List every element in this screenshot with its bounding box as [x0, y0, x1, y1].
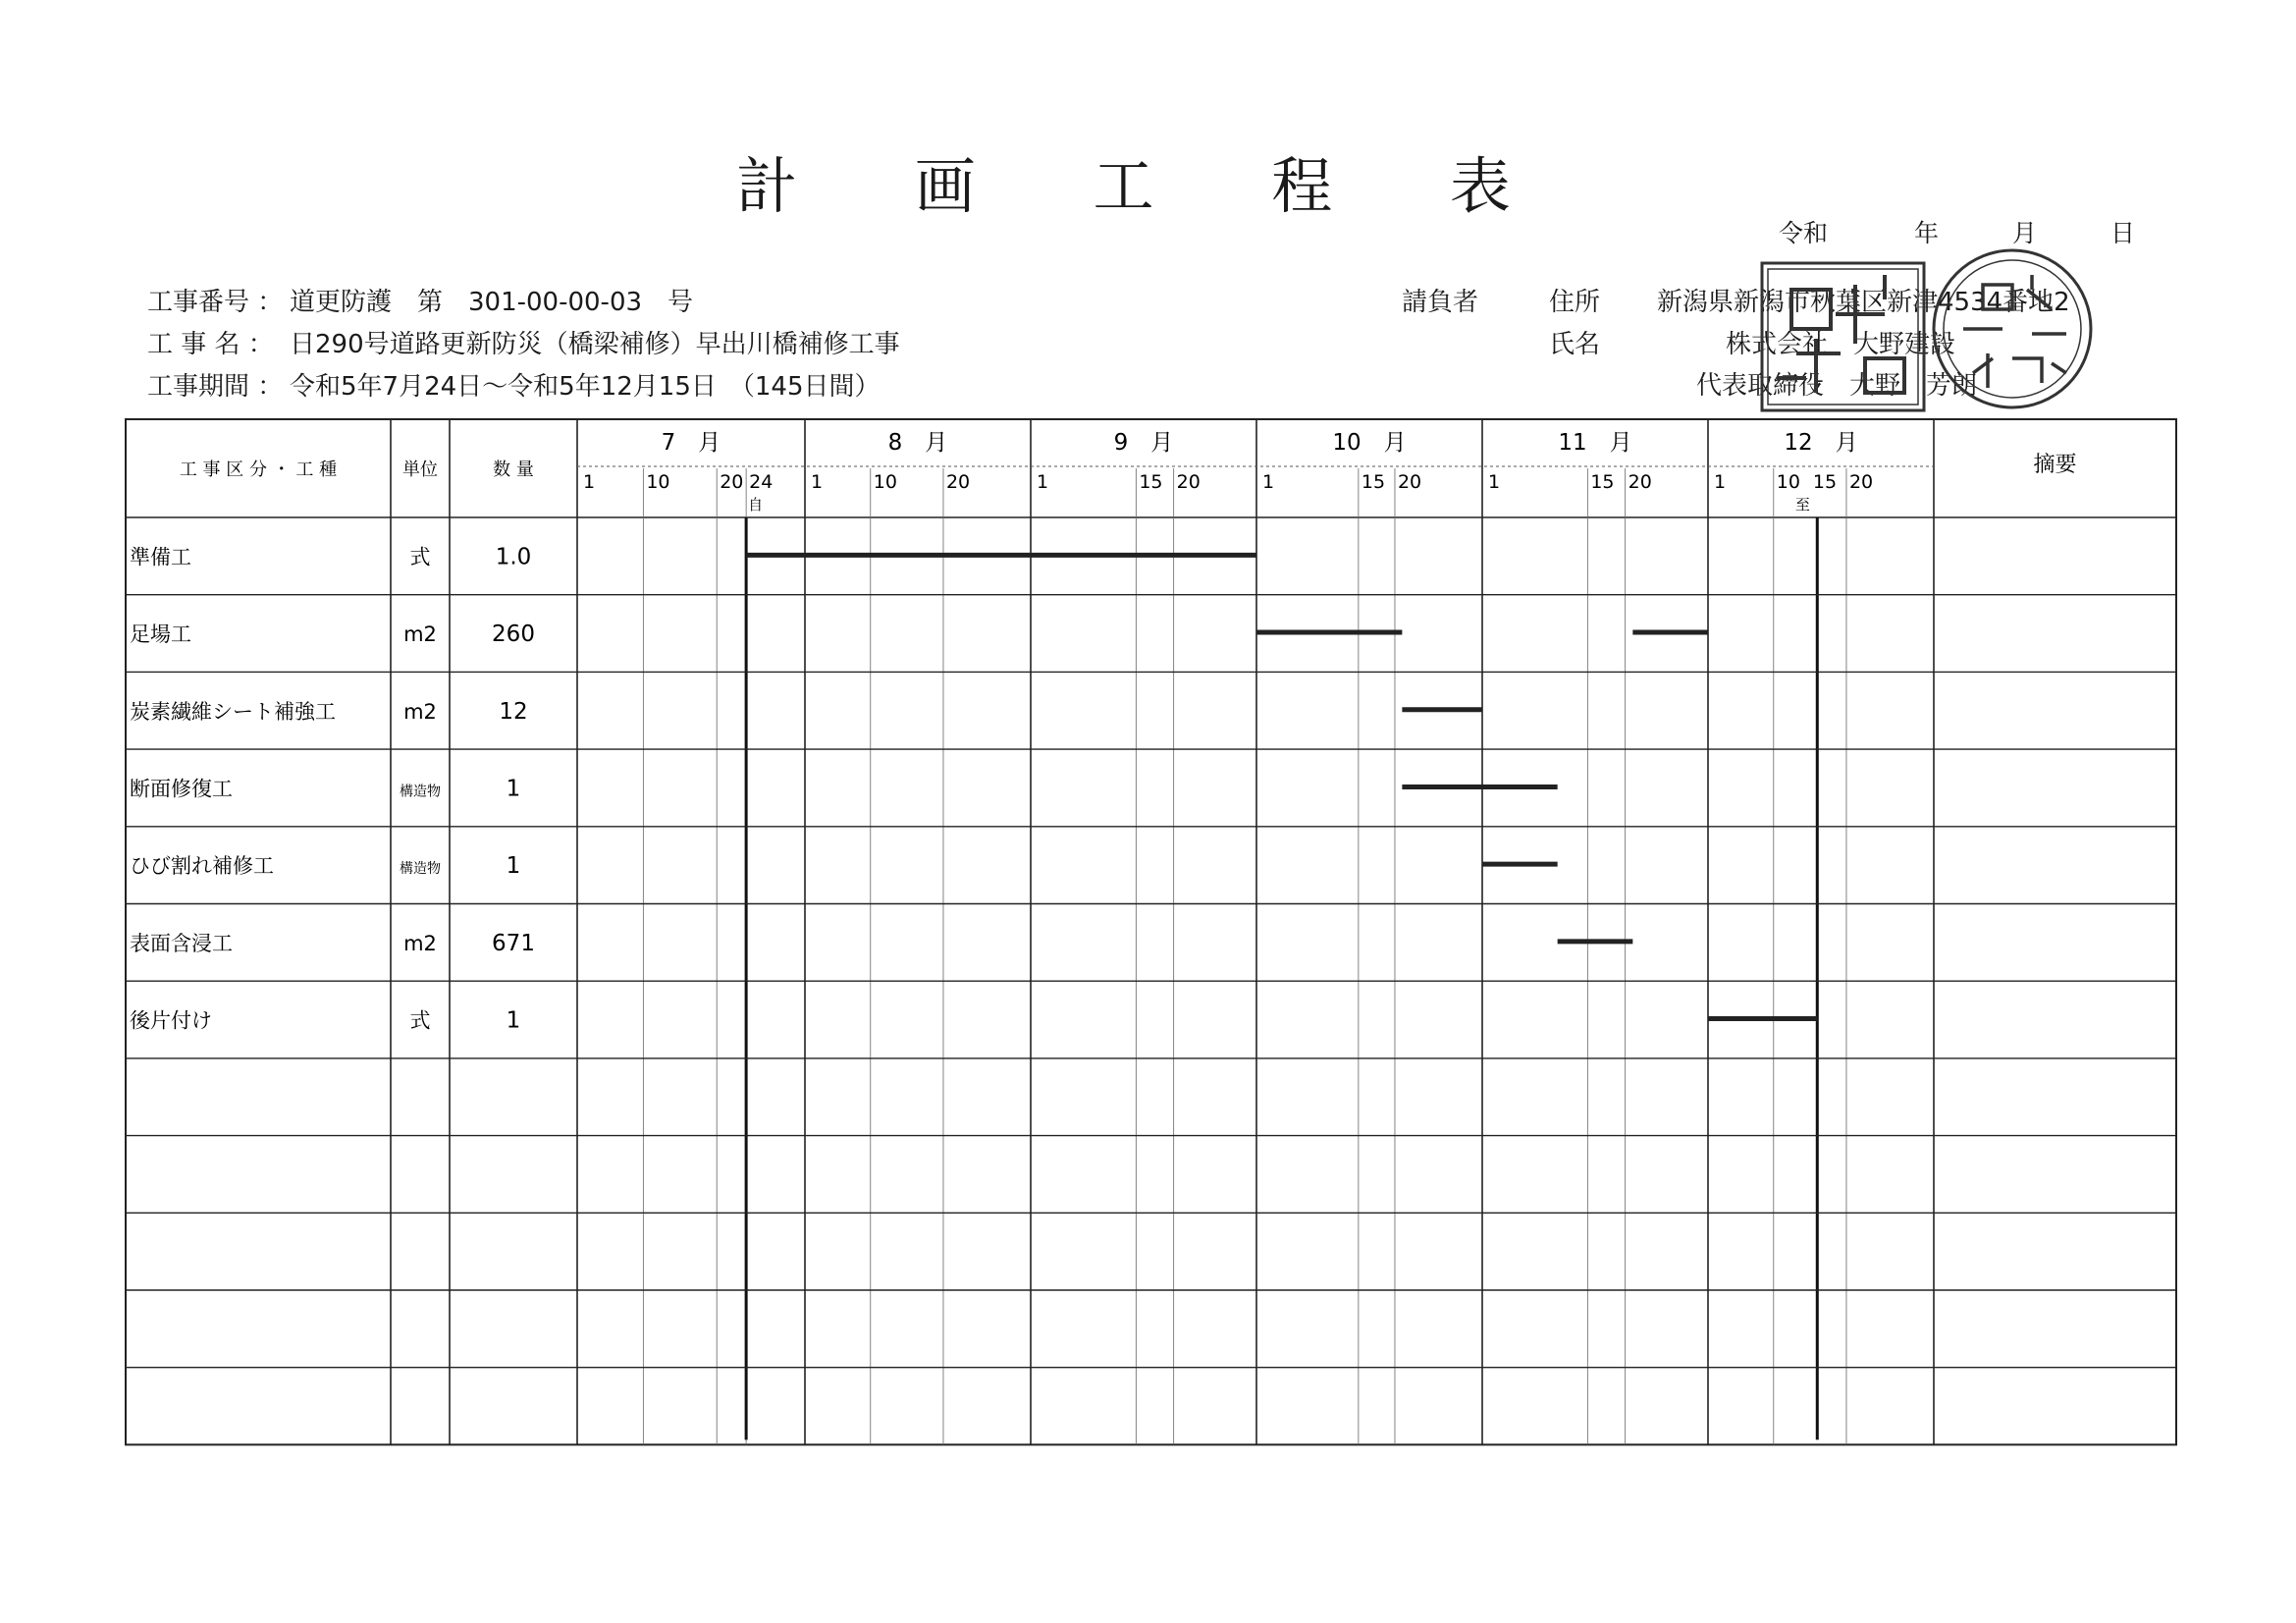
- day-tick-label: 10: [646, 471, 670, 493]
- date-era: 令和: [1779, 219, 1829, 247]
- date-year: 年: [1914, 219, 1940, 247]
- day-tick-label: 1: [1488, 471, 1501, 493]
- row-qty: 1: [506, 853, 521, 880]
- project-no-value: 道更防護 第 301-00-00-03 号: [290, 288, 694, 317]
- day-tick-label: 1: [811, 471, 824, 493]
- day-tick-label: 15: [1139, 471, 1163, 493]
- project-name-label: 工 事 名 ：: [147, 330, 274, 359]
- day-tick-label: 20: [1848, 471, 1874, 493]
- header-category: 工 事 区 分 ・ 工 種: [179, 460, 338, 480]
- header-unit: 単位: [402, 460, 438, 480]
- day-tick-label: 10: [1776, 471, 1800, 493]
- month-label: 12 月: [1784, 430, 1858, 456]
- row-task-name: 足場工: [130, 622, 191, 647]
- day-tick-label: 20: [1397, 471, 1422, 493]
- address-value: 新潟県新潟市秋葉区新津4534番地2: [1657, 288, 2070, 317]
- day-tick-label: 15: [1590, 471, 1615, 493]
- row-unit: m2: [403, 699, 437, 724]
- day-tick-label: 20: [1628, 471, 1652, 493]
- name-label: 氏名: [1549, 330, 1601, 359]
- month-label: 10 月: [1332, 430, 1407, 456]
- row-qty: 1.0: [495, 544, 532, 570]
- date-month: 月: [2012, 219, 2038, 247]
- address-label: 住所: [1549, 288, 1601, 317]
- row-task-name: ひび割れ補修工: [130, 854, 274, 879]
- page-title: 計 画 工 程 表: [736, 150, 1560, 222]
- row-qty: 1: [506, 1007, 521, 1034]
- project-name-value: ⽇290号道路更新防災（橋梁補修）早出川橋補修工事: [290, 330, 900, 359]
- representative-name: 代表取締役 大野 芳朗: [1696, 371, 1978, 401]
- row-task-name: 炭素繊維シート補強工: [130, 699, 336, 724]
- month-label: 8 月: [887, 430, 948, 456]
- start-marker: 自: [748, 496, 764, 514]
- day-tick-label: 20: [720, 471, 744, 493]
- month-label: 9 月: [1113, 430, 1174, 456]
- day-tick-label: 15: [1812, 471, 1838, 493]
- day-tick-label: 1: [583, 471, 596, 493]
- row-qty: 12: [499, 698, 528, 725]
- period-value: 令和5年7月24日～令和5年12月15日 （145日間）: [290, 372, 881, 402]
- row-qty: 1: [506, 776, 521, 802]
- contractor-label: 請負者: [1402, 288, 1479, 317]
- row-unit: 構造物: [400, 861, 441, 878]
- row-qty: 260: [492, 622, 535, 648]
- day-tick-label: 24: [749, 471, 774, 493]
- end-marker: 至: [1794, 496, 1810, 514]
- day-tick-label: 1: [1037, 471, 1049, 493]
- header-qty: 数 量: [493, 460, 534, 480]
- month-label: 7 月: [661, 430, 721, 456]
- row-task-name: 表面含浸工: [130, 931, 233, 955]
- project-no-label: 工事番号 ：: [147, 288, 284, 317]
- period-label: 工事期間 ：: [147, 372, 284, 402]
- row-unit: m2: [403, 931, 437, 955]
- row-task-name: 後片付け: [130, 1008, 212, 1033]
- date-day: 日: [2110, 219, 2136, 247]
- row-task-name: 断面修復工: [130, 777, 233, 801]
- day-tick-label: 1: [1714, 471, 1727, 493]
- row-unit: 構造物: [400, 784, 441, 800]
- row-unit: m2: [403, 622, 437, 647]
- company-name: 株式会社 大野建設: [1726, 330, 1956, 359]
- day-tick-label: 20: [1176, 471, 1201, 493]
- day-tick-label: 10: [873, 471, 897, 493]
- row-qty: 671: [492, 930, 535, 956]
- day-tick-label: 20: [945, 471, 971, 493]
- row-unit: 式: [409, 1008, 431, 1033]
- row-task-name: 準備工: [130, 545, 191, 569]
- day-tick-label: 15: [1361, 471, 1386, 493]
- header-remarks: 摘要: [2033, 453, 2077, 477]
- month-label: 11 月: [1558, 430, 1632, 456]
- row-unit: 式: [409, 545, 431, 569]
- day-tick-label: 1: [1262, 471, 1275, 493]
